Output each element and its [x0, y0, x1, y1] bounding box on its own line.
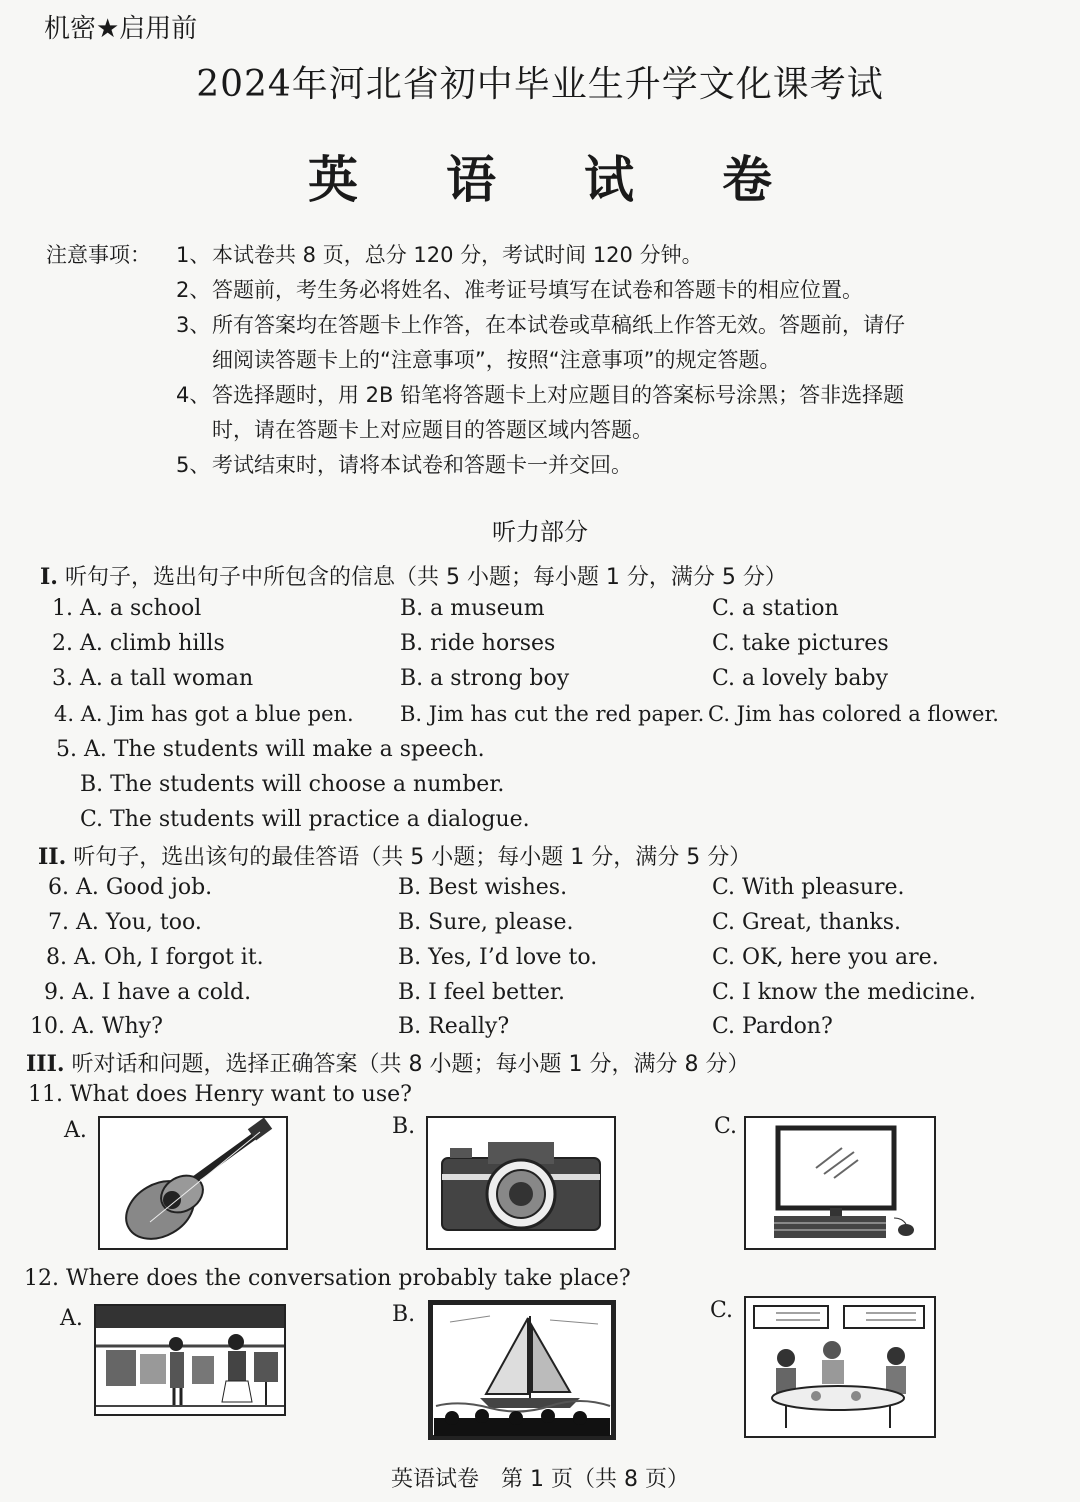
note-number: 1、: [176, 243, 211, 267]
question-10-a: 10. A. Why?: [30, 1014, 163, 1039]
computer-image: [744, 1116, 936, 1250]
part3-heading: [26, 1047, 750, 1078]
note-number: 3、: [176, 313, 211, 337]
note-number: 2、: [176, 278, 211, 302]
question-10-b: B. Really?: [398, 1014, 510, 1039]
question-2-b: B. ride horses: [400, 631, 556, 656]
question-8-b: B. Yes, I’d love to.: [398, 945, 598, 970]
question-9-a: 9. A. I have a cold.: [44, 980, 252, 1005]
question-4-b: B. Jim has cut the red paper.: [400, 702, 705, 726]
question-5-a: 5. A. The students will make a speech.: [56, 737, 485, 762]
question-6-c: C. With pleasure.: [712, 875, 905, 900]
exam-subtitle: [0, 140, 1080, 212]
listening-heading: 听力部分: [492, 518, 588, 546]
option-label: C.: [710, 1298, 734, 1323]
note-text: 答选择题时，用 2B 铅笔将答题卡上对应题目的答案标号涂黑；答非选择题: [212, 383, 905, 407]
option-label: C.: [714, 1114, 738, 1139]
exam-notes: [46, 238, 905, 483]
note-number: 4、: [176, 383, 211, 407]
question-3-c: C. a lovely baby: [712, 666, 889, 691]
note-text: 答题前，考生务必将姓名、准考证号填写在试卷和答题卡的相应位置。: [212, 278, 863, 302]
question-6-a: 6. A. Good job.: [48, 875, 213, 900]
part1-heading: [40, 560, 787, 591]
question-3-b: B. a strong boy: [400, 666, 570, 691]
sailboat-image: [428, 1300, 616, 1440]
camera-image: [426, 1116, 616, 1250]
note-text: 时，请在答题卡上对应题目的答题区域内答题。: [212, 418, 653, 442]
subtitle-char: 试: [584, 151, 634, 209]
question-2-c: C. take pictures: [712, 631, 889, 656]
question-4-a: 4. A. Jim has got a blue pen.: [54, 702, 354, 726]
question-8-a: 8. A. Oh, I forgot it.: [46, 945, 264, 970]
question-12: 12. Where does the conversation probably take place?: [24, 1266, 631, 1291]
note-number: 5、: [176, 453, 211, 477]
clothes-shop-image: [94, 1304, 286, 1416]
question-7-c: C. Great, thanks.: [712, 910, 901, 935]
question-8-c: C. OK, here you are.: [712, 945, 939, 970]
question-4-c: C. Jim has colored a flower.: [708, 702, 999, 726]
subtitle-char: 语: [446, 151, 496, 209]
question-3-a: 3. A. a tall woman: [52, 666, 254, 691]
part2-heading: [38, 840, 751, 871]
question-5-b: B. The students will choose a number.: [80, 772, 505, 797]
question-6-b: B. Best wishes.: [398, 875, 568, 900]
note-text: 所有答案均在答题卡上作答，在本试卷或草稿纸上作答无效。答题前，请仔: [212, 313, 905, 337]
question-5-c: C. The students will practice a dialogue.: [80, 807, 530, 832]
exam-title: 2024年河北省初中毕业生升学文化课考试: [196, 64, 884, 105]
guitar-image: [98, 1116, 288, 1250]
question-1-a: 1. A. a school: [52, 596, 202, 621]
restaurant-image: [744, 1296, 936, 1438]
question-9-b: B. I feel better.: [398, 980, 565, 1005]
confidential-mark: 机密★启用前: [44, 14, 198, 44]
page-footer: 英语试卷 第 1 页（共 8 页）: [391, 1467, 689, 1492]
note-text: 考试结束时，请将本试卷和答题卡一并交回。: [212, 453, 632, 477]
subtitle-char: 卷: [722, 151, 772, 209]
question-7-a: 7. A. You, too.: [48, 910, 202, 935]
notes-label: 注意事项：: [46, 243, 151, 267]
part-number: III.: [26, 1051, 65, 1077]
part-number: II.: [38, 844, 67, 870]
option-label: B.: [392, 1302, 416, 1327]
question-2-a: 2. A. climb hills: [52, 631, 225, 656]
note-text: 细阅读答题卡上的“注意事项”，按照“注意事项”的规定答题。: [212, 348, 781, 372]
question-1-b: B. a museum: [400, 596, 545, 621]
subtitle-char: 英: [308, 151, 358, 209]
question-1-c: C. a station: [712, 596, 839, 621]
option-label: B.: [392, 1114, 416, 1139]
option-label: A.: [64, 1118, 87, 1143]
question-11: 11. What does Henry want to use?: [28, 1082, 412, 1107]
part-instruction: 听句子，选出该句的最佳答语（共 5 小题；每小题 1 分，满分 5 分）: [73, 845, 752, 870]
option-label: A.: [60, 1306, 83, 1331]
note-text: 本试卷共 8 页，总分 120 分，考试时间 120 分钟。: [212, 243, 703, 267]
question-7-b: B. Sure, please.: [398, 910, 574, 935]
part-number: I.: [40, 564, 58, 590]
question-9-c: C. I know the medicine.: [712, 980, 976, 1005]
question-10-c: C. Pardon?: [712, 1014, 833, 1039]
part-instruction: 听对话和问题，选择正确答案（共 8 小题；每小题 1 分，满分 8 分）: [71, 1052, 750, 1077]
part-instruction: 听句子，选出句子中所包含的信息（共 5 小题；每小题 1 分，满分 5 分）: [64, 565, 787, 590]
